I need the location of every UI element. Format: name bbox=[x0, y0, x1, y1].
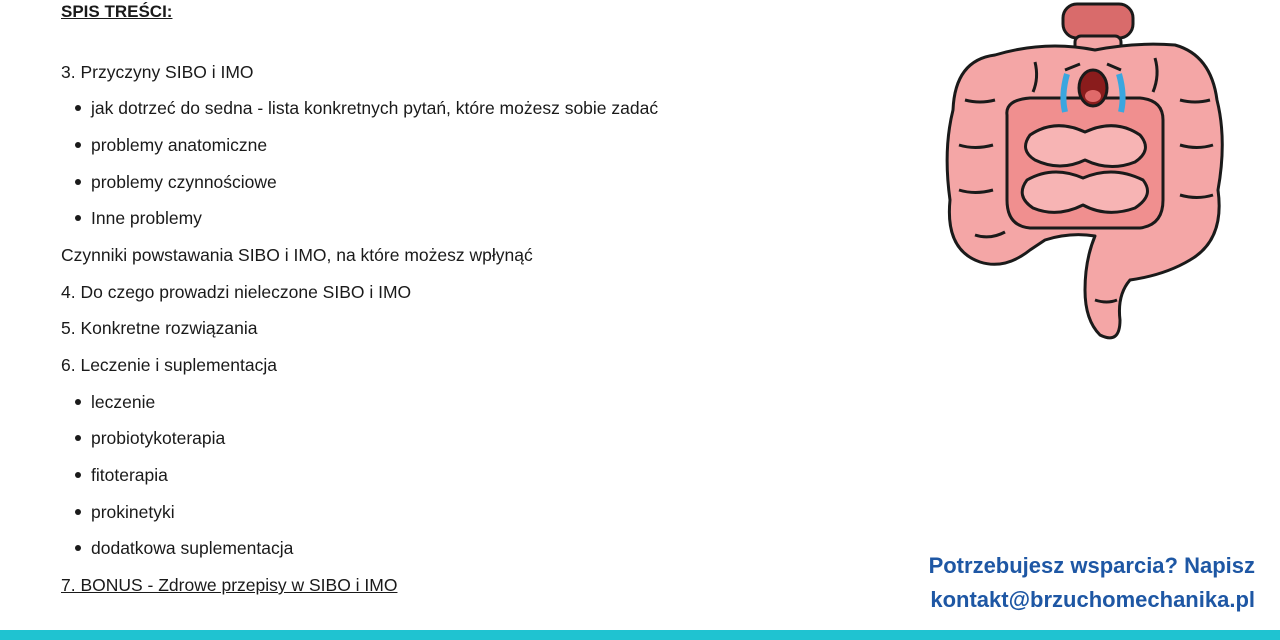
contact-line-1: Potrzebujesz wsparcia? Napisz bbox=[928, 553, 1255, 578]
list-item: problemy anatomiczne bbox=[91, 135, 268, 155]
list-item: prokinetyki bbox=[91, 502, 175, 522]
section-6-title: 6. Leczenie i suplementacja bbox=[61, 355, 277, 375]
list-item: fitoterapia bbox=[91, 465, 168, 485]
list-item: Inne problemy bbox=[91, 208, 202, 228]
list-item: jak dotrzeć do sedna - lista konkretnych pytań, które możesz sobie zadać bbox=[91, 98, 659, 118]
toc-heading: SPIS TREŚCI: bbox=[61, 2, 173, 21]
section-7-link[interactable]: 7. BONUS - Zdrowe przepisy w SIBO i IMO bbox=[61, 575, 398, 595]
list-item: dodatkowa suplementacja bbox=[91, 538, 294, 558]
bottom-accent-bar bbox=[0, 630, 1280, 640]
section-5-title: 5. Konkretne rozwiązania bbox=[61, 318, 258, 338]
crying-intestine-icon bbox=[935, 0, 1235, 360]
list-item: problemy czynnościowe bbox=[91, 172, 277, 192]
contact-email-link[interactable]: kontakt@brzuchomechanika.pl bbox=[930, 587, 1255, 612]
list-item: leczenie bbox=[91, 392, 156, 412]
section-4-title: 4. Do czego prowadzi nieleczone SIBO i IMO bbox=[61, 282, 412, 302]
list-item: probiotykoterapia bbox=[91, 428, 226, 448]
section-3-title: 3. Przyczyny SIBO i IMO bbox=[61, 62, 254, 82]
factors-line: Czynniki powstawania SIBO i IMO, na które możesz wpłynąć bbox=[61, 245, 533, 265]
